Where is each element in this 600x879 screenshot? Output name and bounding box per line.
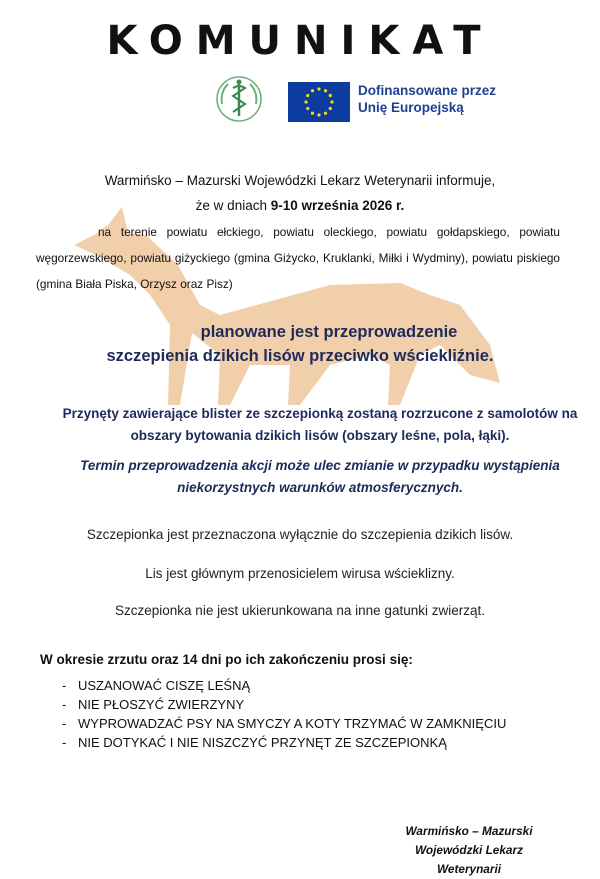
eu-star-icon	[330, 100, 333, 103]
list-item	[40, 733, 506, 752]
rule-text: USZANOWAĆ CISZĘ LEŚNĄ	[78, 678, 251, 693]
statement-3: Szczepionka nie jest ukierunkowana na inne gatunki zwierząt.	[115, 603, 485, 618]
intro-prefix: że w dniach	[195, 198, 271, 213]
area-paragraph	[36, 219, 560, 297]
signature-line-2: Wojewódzki Lekarz Weterynarii	[415, 843, 523, 876]
eu-star-icon	[317, 87, 320, 90]
list-item	[40, 714, 506, 733]
headline-line-1: planowane jest przeprowadzenie	[200, 323, 458, 341]
eu-text-line2: Unię Europejską	[358, 100, 464, 115]
eu-star-icon	[324, 89, 327, 92]
intro-dates: 9-10 września 2026 r.	[270, 198, 405, 213]
rule-text: NIE PŁOSZYĆ ZWIERZYNY	[78, 697, 245, 712]
dash-marker: -	[62, 678, 67, 693]
eu-star-icon	[306, 107, 309, 110]
list-item	[40, 676, 506, 695]
headline-line-2: szczepienia dzikich lisów przeciwko wściekliźnie.	[106, 347, 494, 365]
bait-paragraph: Przynęty zawierające blister ze szczepionką zostaną rozrzucone z samolotów na obszary bytowania dzikich lisów (obszary leśne, pola, łąki).	[62, 406, 578, 443]
rule-text: NIE DOTYKAĆ I NIE NISZCZYĆ PRZYNĘT ZE SZCZEPIONKĄ	[78, 735, 447, 750]
eu-flag-icon	[288, 82, 350, 122]
eu-star-icon	[304, 100, 307, 103]
term-paragraph: Termin przeprowadzenia akcji może ulec zmianie w przypadku wystąpienia niekorzystnych warunków atmosferycznych.	[80, 458, 560, 495]
dash-marker: -	[62, 735, 67, 750]
logo-bar	[210, 74, 497, 124]
area-text: na terenie powiatu ełckiego, powiatu oleckiego, powiatu gołdapskiego, powiatu węgorzewskiego, powiatu giżyckiego (gmina Giżycko, Kruklanki, Miłki i Wydminy), powiatu piskiego (gmina Biała Piska, Orzysz oraz Pisz)	[36, 225, 560, 291]
page-title: KOMUNIKAT	[106, 18, 494, 64]
eu-star-icon	[311, 112, 314, 115]
intro-line-2	[0, 198, 600, 213]
headline	[0, 320, 600, 368]
request-heading: W okresie zrzutu oraz 14 dni po ich zakończeniu prosi się:	[40, 652, 413, 667]
intro-line-1: Warmińsko – Mazurski Wojewódzki Lekarz Weterynarii informuje,	[104, 173, 496, 188]
dash-marker: -	[62, 697, 67, 712]
list-item	[40, 695, 506, 714]
eu-star-icon	[317, 113, 320, 116]
eu-text-line1: Dofinansowane przez	[358, 83, 497, 98]
eu-star-icon	[329, 94, 332, 97]
eu-star-icon	[329, 107, 332, 110]
eu-star-icon	[306, 94, 309, 97]
signature	[394, 822, 544, 879]
eu-star-icon	[324, 112, 327, 115]
dash-marker: -	[62, 716, 67, 731]
rules-list	[40, 676, 506, 752]
eu-funding-text	[358, 82, 518, 116]
statement-1: Szczepionka jest przeznaczona wyłącznie do szczepienia dzikich lisów.	[86, 527, 514, 542]
caduceus-icon	[210, 74, 268, 124]
statement-2: Lis jest głównym przenosicielem wirusa wścieklizny.	[145, 566, 455, 581]
rule-text: WYPROWADZAĆ PSY NA SMYCZY A KOTY TRZYMAĆ W ZAMKNIĘCIU	[78, 716, 507, 731]
signature-line-1: Warmińsko – Mazurski	[405, 824, 533, 838]
eu-star-icon	[311, 89, 314, 92]
